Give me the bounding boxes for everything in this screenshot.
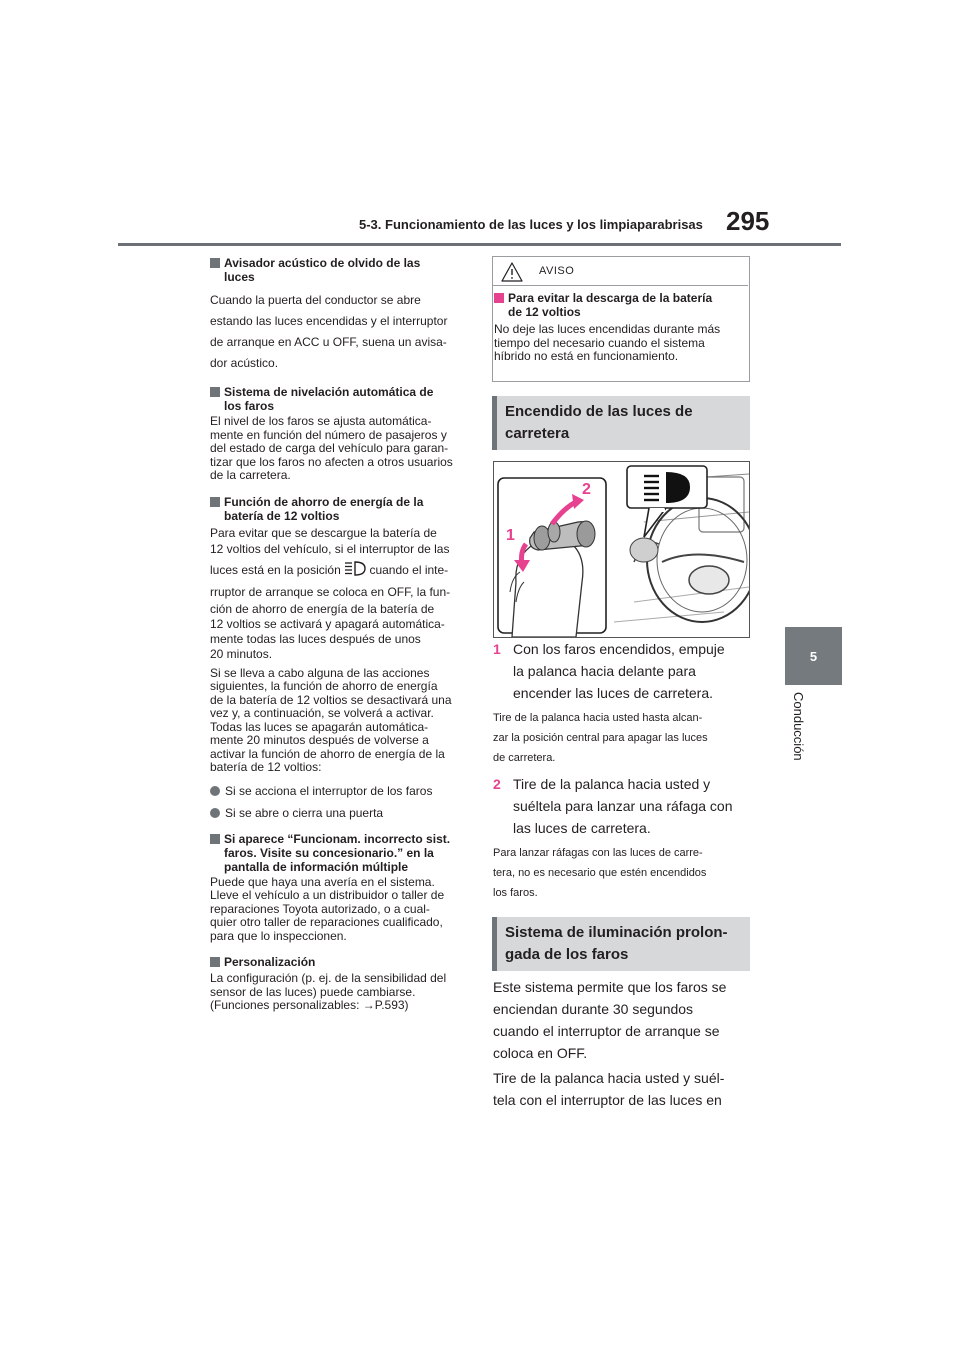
body-line-3: cuando el interruptor de arranque se [493,1023,720,1039]
step-2-line-3: las luces de carretera. [513,820,651,836]
body-line-1: Este sistema permite que los faros se [493,979,727,995]
text-olvido-2: estando las luces encendidas y el interruptor [210,314,448,328]
page-number: 295 [726,206,770,236]
text-incorrecto-5: para que lo inspeccionen. [210,928,347,943]
bullet-square [210,957,220,967]
text-ahorro-c5: Todas las luces se apagarán automática- [210,719,429,734]
text-ahorro-c4: vez y, a continuación, se volverá a activar. [210,706,434,720]
body-line-4: coloca en OFF. [493,1045,588,1061]
text-nivelacion-2: mente en función del número de pasajeros y [210,427,447,442]
body-line-5: Tire de la palanca hacia usted y suél- [493,1070,725,1086]
step-1-line-3: encender las luces de carretera. [513,685,713,701]
left-column [210,256,467,1013]
text-personalizacion-2: sensor de las luces) puede cambiarse. [210,984,416,999]
figure-label-2: 2 [582,481,591,498]
text-ahorro-a2: 12 voltios del vehículo, si el interruptor de las [210,541,450,556]
note-2-line-2: tera, no es necesario que estén encendidos [493,867,707,879]
chapter-name: Conducción [791,692,806,761]
text-ahorro-c8: batería de 12 voltios: [210,760,322,774]
note-1-line-3: de carretera. [493,752,556,764]
heading-nivelacion: Sistema de nivelación automática de los faros [210,385,467,413]
note-1-line-1: Tire de la palanca hacia usted hasta alcan- [493,712,703,724]
section-title: 5-3. Funcionamiento de las luces y los limpiaparabrisas [359,217,703,232]
bullet-square [210,834,220,844]
figure-label-1: 1 [506,527,515,544]
heading-personalizacion: Personalización [210,955,467,969]
bullet-square [210,387,220,397]
warning-text-1: No deje las luces encendidas durante más [494,322,721,336]
lever-illustration [494,462,749,637]
text-personalizacion-3[interactable]: (Funciones personalizables: →P.593) [210,998,409,1012]
text-incorrecto-2: Lleve el vehículo a un distribuidor o taller de [210,888,445,902]
bullet-square [210,497,220,507]
bullet-dot [210,786,220,796]
text-ahorro-b4: mente todas las luces después de unos [210,631,421,646]
warning-box-header [492,256,748,286]
body-line-6: tela con el interruptor de las luces en [493,1092,722,1108]
warning-triangle-icon [501,262,523,282]
note-1-line-2: zar la posición central para apagar las luces [493,732,708,744]
text-nivelacion-5: de la carretera. [210,468,291,482]
warning-text-3: híbrido no está en funcionamiento. [494,349,679,363]
text-ahorro-b1: rruptor de arranque se coloca en OFF, la fun- [210,584,451,599]
text-ahorro-c3: de la batería de 12 voltios se desactivará una [210,692,452,707]
text-ahorro-c6: mente 20 minutos después de volverse a [210,733,429,747]
text-ahorro-c2: siguientes, la función de ahorro de energía [210,679,438,693]
list-item: Si se acciona el interruptor de los faros [210,785,467,799]
warning-title: Para evitar la descarga de la batería de 12 voltios [494,291,744,319]
text-nivelacion-4: tizar que los faros no afecten a otros usuarios [210,454,453,469]
step-number: 2 [493,776,501,792]
text-olvido-3: de arranque en ACC u OFF, suena un avisa- [210,335,447,349]
headlight-icon [344,561,366,576]
warning-content [494,291,744,364]
header-rule [118,243,841,246]
body-iluminacion [493,976,749,1111]
text-olvido-1: Cuando la puerta del conductor se abre [210,293,421,307]
text-ahorro-icon-line: luces está en la posición cuando el inte- [210,562,449,577]
text-ahorro-b3: 12 voltios se activará y apagará automática- [210,616,445,631]
steps [493,638,749,903]
bullet-dot [210,808,220,818]
illustration-headlight-lever [493,461,750,638]
note-2-line-1: Para lanzar ráfagas con las luces de carre- [493,847,703,859]
heading-ahorro-energia: Función de ahorro de energía de la batería de 12 voltios [210,495,467,523]
list-item: Si se abre o cierra una puerta [210,807,467,821]
bullet-square [210,258,220,268]
step-2-line-2: suéltela para lanzar una ráfaga con [513,798,733,814]
step-number: 1 [493,641,501,657]
step-2 [493,773,749,839]
text-ahorro-a1: Para evitar que se descargue la batería de [210,525,437,540]
text-incorrecto-1: Puede que haya una avería en el sistema. [210,874,435,889]
section-heading-luces-carretera: Encendido de las luces de carretera [492,396,750,450]
body-line-2: enciendan durante 30 segundos [493,1001,694,1017]
heading-olvido-luces: Avisador acústico de olvido de las luces [210,256,467,284]
warning-label: AVISO [539,265,575,277]
text-ahorro-b2: ción de ahorro de energía de la batería de [210,601,435,616]
text-olvido-4: dor acústico. [210,356,279,370]
step-1-line-2: la palanca hacia delante para [513,663,696,679]
text-ahorro-b5: 20 minutos. [210,646,273,661]
text-nivelacion-3: del estado de carga del vehículo para garan- [210,441,449,455]
text-ahorro-c1: Si se lleva a cabo alguna de las acciones [210,665,430,680]
step-1 [493,638,749,704]
section-heading-iluminacion-prolongada: Sistema de iluminación prolon- gada de los faros [492,917,750,971]
heading-funcionam-incorrecto: Si aparece “Funcionam. incorrecto sist. faros. Visite su concesionario.” en la pantalla de información múltiple [210,832,467,874]
chapter-tab[interactable]: 5 [785,627,842,685]
note-2-line-3: los faros. [493,887,538,899]
bullet-square [494,293,504,303]
step-2-line-1: Tire de la palanca hacia usted y [513,776,711,792]
text-incorrecto-4: quier otro taller de reparaciones cualificado, [210,915,443,929]
text-incorrecto-3: reparaciones Toyota autorizado, o a cual- [210,901,430,916]
warning-text-2: tiempo del necesario cuando el sistema [494,335,705,350]
text-personalizacion-1: La configuración (p. ej. de la sensibilidad del [210,971,447,985]
step-1-line-1: Con los faros encendidos, empuje [513,641,725,657]
text-ahorro-c7: activar la función de ahorro de energía de la [210,746,445,761]
text-nivelacion-1: El nivel de los faros se ajusta automática- [210,414,432,428]
